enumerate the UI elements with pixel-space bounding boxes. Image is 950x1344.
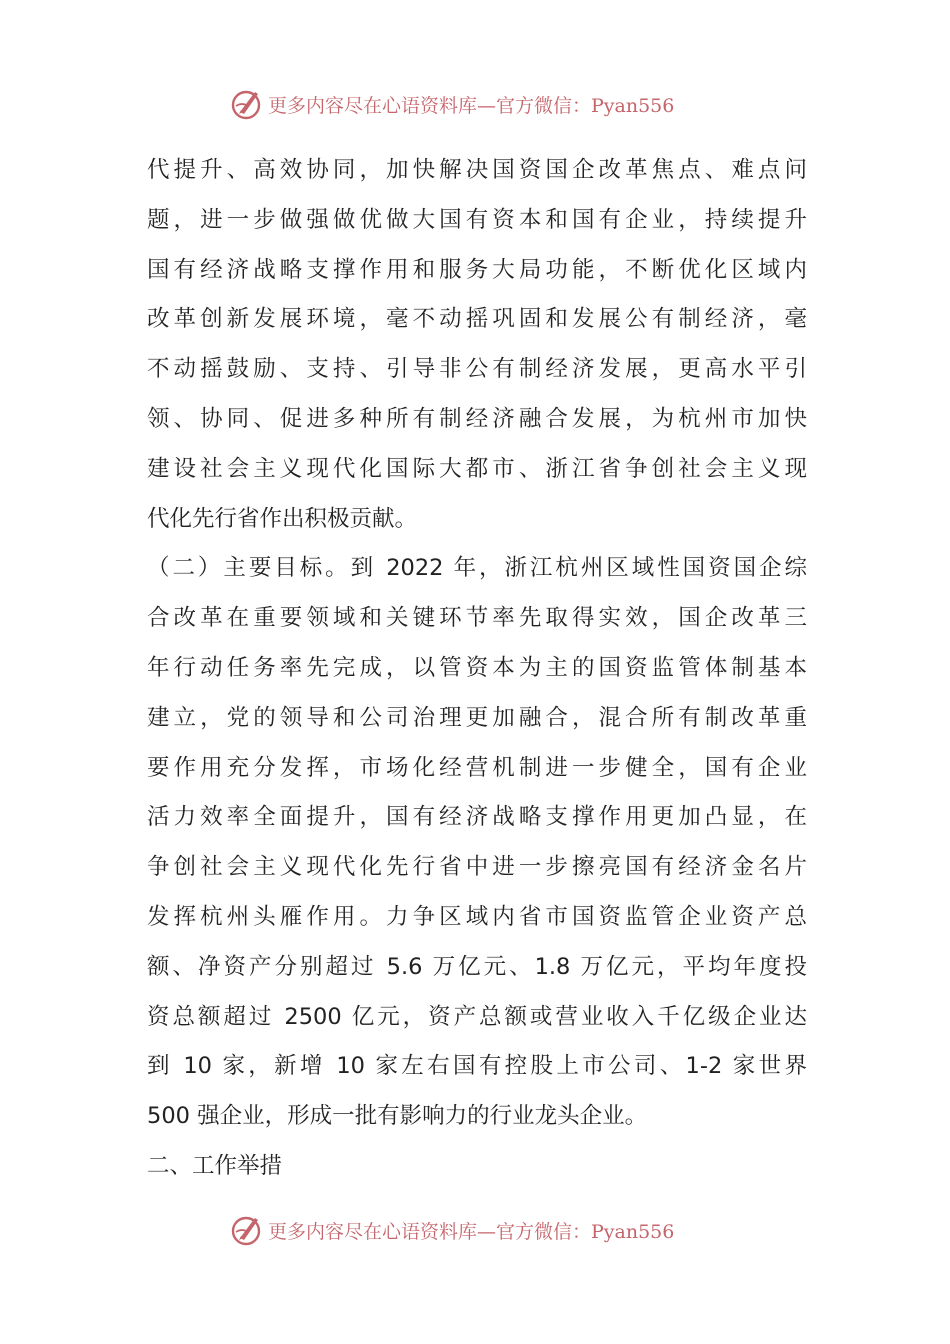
header-banner xyxy=(228,84,674,124)
quill-pen-seal-icon xyxy=(228,1212,264,1248)
body-line: 资总额超过 2500 亿元，资产总额或营业收入千亿级企业达 xyxy=(147,1003,807,1030)
body-line: 发挥杭州头雁作用。力争区域内省市国资监管企业资产总 xyxy=(147,903,807,930)
quill-pen-seal-icon xyxy=(228,86,264,122)
body-line: 建立，党的领导和公司治理更加融合，混合所有制改革重 xyxy=(147,704,807,731)
body-line: 500 强企业，形成一批有影响力的行业龙头企业。 xyxy=(147,1103,648,1130)
document-body xyxy=(147,146,807,1192)
footer-banner xyxy=(228,1210,674,1250)
footer-banner-text: 更多内容尽在心语资料库—官方微信：Pyan556 xyxy=(268,1220,675,1243)
body-line: 建设社会主义现代化国际大都市、浙江省争创社会主义现 xyxy=(147,455,807,482)
section-heading: 二、工作举措 xyxy=(147,1152,283,1179)
body-line: 争创社会主义现代化先行省中进一步擦亮国有经济金名片 xyxy=(147,854,807,881)
body-line: 代化先行省作出积极贡献。 xyxy=(147,505,418,532)
section-heading-line: （二）主要目标。到 2022 年，浙江杭州区域性国资国企综 xyxy=(147,555,807,582)
body-line: 国有经济战略支撑作用和服务大局功能，不断优化区域内 xyxy=(147,256,807,283)
body-line: 改革创新发展环境，毫不动摇巩固和发展公有制经济，毫 xyxy=(147,306,807,333)
body-line: 要作用充分发挥，市场化经营机制进一步健全，国有企业 xyxy=(147,754,807,781)
body-line: 合改革在重要领域和关键环节率先取得实效，国企改革三 xyxy=(147,605,807,632)
body-line: 额、净资产分别超过 5.6 万亿元、1.8 万亿元，平均年度投 xyxy=(147,953,807,980)
body-line: 代提升、高效协同，加快解决国资国企改革焦点、难点问 xyxy=(147,157,807,183)
header-banner-text: 更多内容尽在心语资料库—官方微信：Pyan556 xyxy=(268,94,675,117)
body-line: 到 10 家，新增 10 家左右国有控股上市公司、1-2 家世界 xyxy=(147,1053,807,1080)
body-line: 领、协同、促进多种所有制经济融合发展，为杭州市加快 xyxy=(147,405,807,432)
body-line: 年行动任务率先完成，以管资本为主的国资监管体制基本 xyxy=(147,654,807,681)
body-line: 活力效率全面提升，国有经济战略支撑作用更加凸显，在 xyxy=(147,804,807,831)
body-line: 题，进一步做强做优做大国有资本和国有企业，持续提升 xyxy=(147,206,807,233)
body-line: 不动摇鼓励、支持、引导非公有制经济发展，更高水平引 xyxy=(147,356,807,383)
